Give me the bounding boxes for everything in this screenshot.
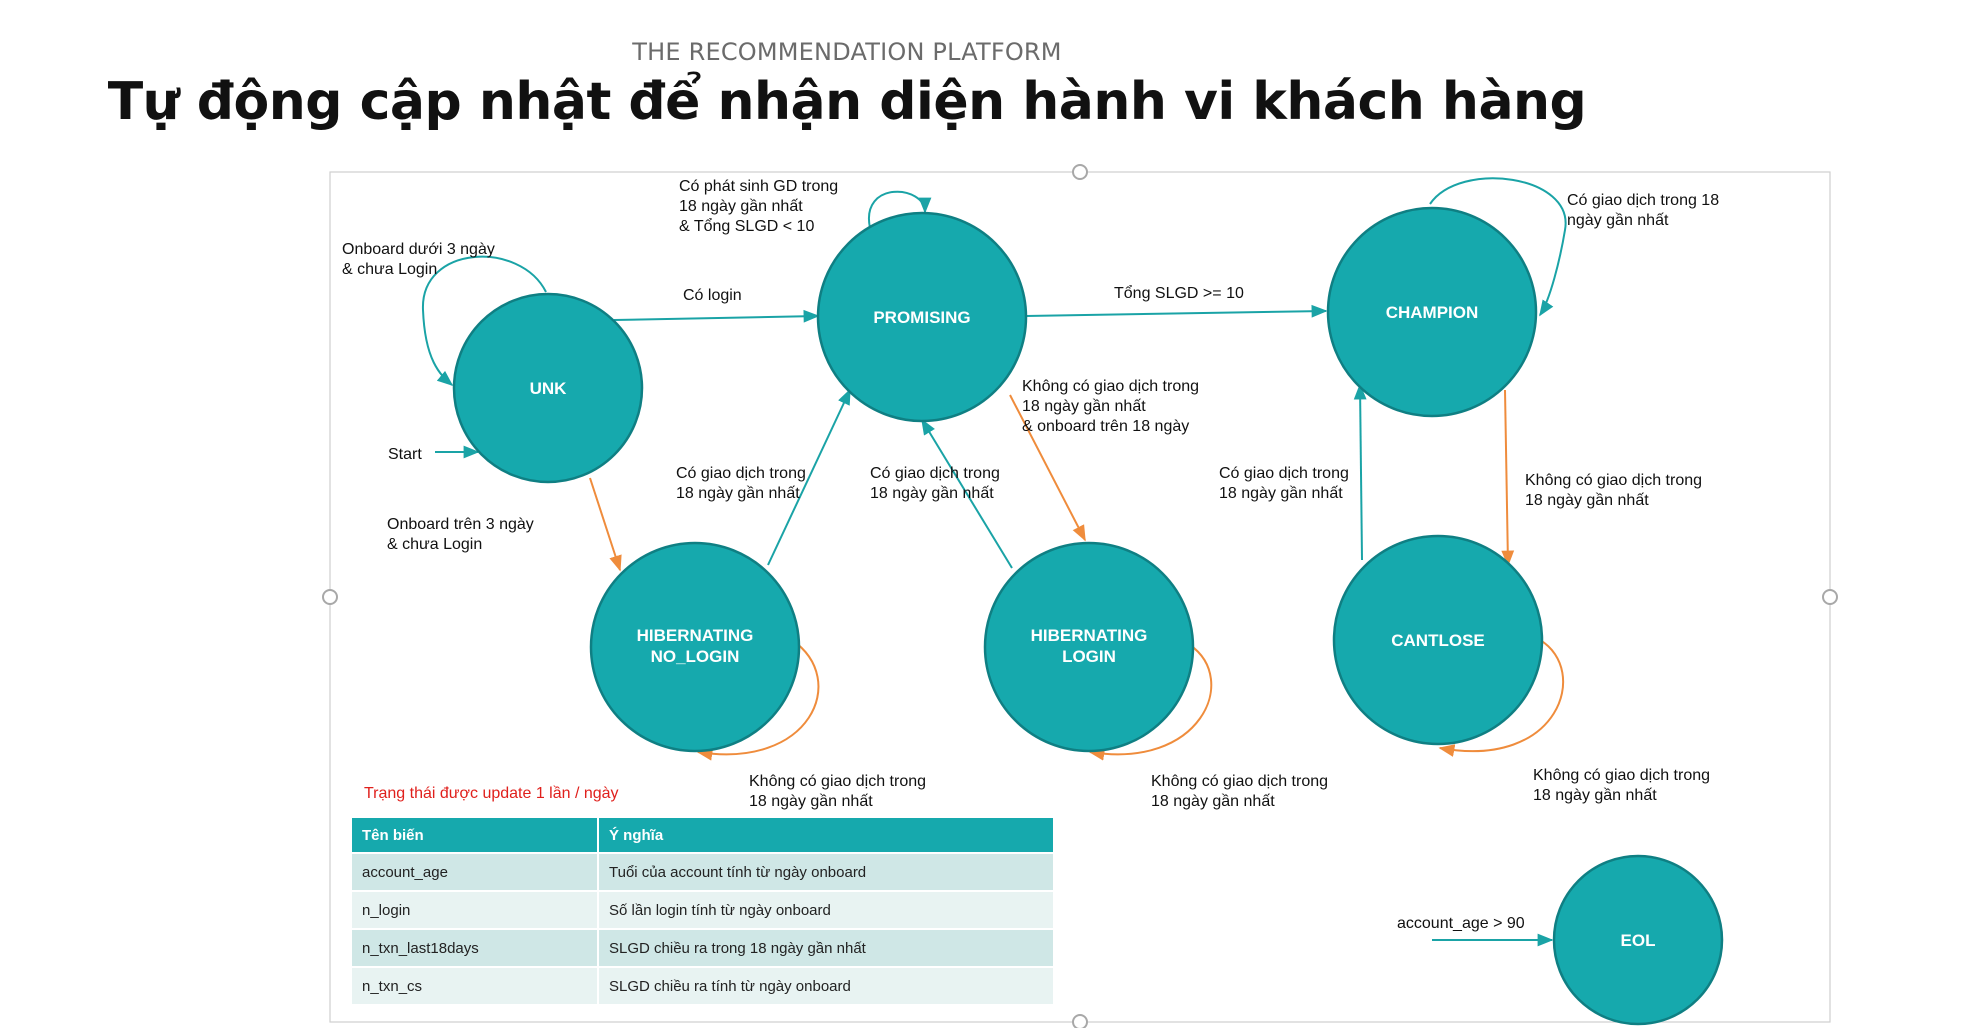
svg-text:EOL: EOL: [1620, 931, 1656, 950]
label-hibnologin-self: Không có giao dịch trong: [749, 773, 927, 790]
svg-text:UNK: UNK: [529, 379, 567, 398]
resize-handle-right[interactable]: [1823, 590, 1837, 604]
table-row: [352, 929, 1054, 967]
label-champion-self: ngày gần nhất: [1567, 212, 1669, 229]
state-hibernating-nologin: [591, 543, 799, 751]
label-champion-self: Có giao dịch trong 18: [1567, 192, 1720, 209]
column-header-variable: Tên biến: [352, 818, 598, 853]
edge-unk-hibnologin: [590, 478, 620, 570]
variable-name: n_txn_last18days: [352, 929, 598, 967]
label-hiblogin-promising: Có giao dịch trong: [870, 465, 1000, 482]
state-hibernating-login: [985, 543, 1193, 751]
page-title: Tự động cập nhật để nhận diện hành vi khách hàng: [107, 72, 1587, 132]
label-cantlose-champion: 18 ngày gần nhất: [1219, 485, 1343, 502]
label-hiblogin-promising: 18 ngày gần nhất: [870, 485, 994, 502]
resize-handle-bottom[interactable]: [1073, 1015, 1087, 1028]
label-hibnologin-promising: 18 ngày gần nhất: [676, 485, 800, 502]
label-promising-champion: Tổng SLGD >= 10: [1114, 285, 1244, 302]
svg-text:PROMISING: PROMISING: [873, 308, 971, 327]
edge-champion-cantlose: [1505, 390, 1508, 565]
variable-meaning: Tuổi của account tính từ ngày onboard: [598, 853, 1054, 891]
table-header-row: [352, 818, 1054, 853]
label-unk-hibnologin: & chưa Login: [387, 536, 483, 553]
label-unk-self: Onboard dưới 3 ngày: [342, 241, 495, 258]
svg-text:CHAMPION: CHAMPION: [1385, 303, 1479, 322]
state-eol: [1554, 856, 1722, 1024]
label-hibnologin-promising: Có giao dịch trong: [676, 465, 806, 482]
svg-text:HIBERNATING: HIBERNATING: [1030, 626, 1148, 645]
label-cantlose-self: 18 ngày gần nhất: [1533, 787, 1657, 804]
table-row: [352, 891, 1054, 929]
resize-handle-left[interactable]: [323, 590, 337, 604]
label-start: Start: [388, 446, 422, 463]
label-unk-self: & chưa Login: [342, 261, 438, 278]
label-unk-hibnologin: Onboard trên 3 ngày: [387, 516, 534, 533]
variable-name: n_txn_cs: [352, 967, 598, 1004]
label-cantlose-champion: Có giao dịch trong: [1219, 465, 1349, 482]
state-promising: [818, 213, 1026, 421]
label-promising-hiblogin: 18 ngày gần nhất: [1022, 398, 1146, 415]
variable-meaning: Số lần login tính từ ngày onboard: [598, 891, 1054, 929]
state-champion: [1328, 208, 1536, 416]
state-unk: [454, 294, 642, 482]
variable-meaning: SLGD chiều ra tính từ ngày onboard: [598, 967, 1054, 1004]
label-hibnologin-self: 18 ngày gần nhất: [749, 793, 873, 810]
state-cantlose: [1334, 536, 1542, 744]
label-promising-self: & Tổng SLGD < 10: [679, 218, 815, 235]
svg-text:LOGIN: LOGIN: [1062, 647, 1116, 666]
label-to-eol: account_age > 90: [1397, 915, 1525, 932]
label-champion-cantlose: 18 ngày gần nhất: [1525, 492, 1649, 509]
edge-unk-promising: [614, 316, 818, 320]
label-promising-self: 18 ngày gần nhất: [679, 198, 803, 215]
label-unk-promising: Có login: [683, 287, 742, 304]
label-promising-hiblogin: Không có giao dịch trong: [1022, 378, 1200, 395]
label-cantlose-self: Không có giao dịch trong: [1533, 767, 1711, 784]
label-hiblogin-self: Không có giao dịch trong: [1151, 773, 1329, 790]
update-frequency-note: Trạng thái được update 1 lần / ngày: [364, 785, 619, 802]
edge-cantlose-champion: [1360, 385, 1362, 560]
variable-name: n_login: [352, 891, 598, 929]
resize-handle-top[interactable]: [1073, 165, 1087, 179]
variable-name: account_age: [352, 853, 598, 891]
svg-text:CANTLOSE: CANTLOSE: [1391, 631, 1485, 650]
column-header-meaning: Ý nghĩa: [598, 818, 1054, 853]
label-promising-hiblogin: & onboard trên 18 ngày: [1022, 418, 1190, 435]
edge-promising-hiblogin: [1010, 395, 1085, 540]
svg-text:HIBERNATING: HIBERNATING: [636, 626, 754, 645]
table-row: [352, 967, 1054, 1004]
label-promising-self: Có phát sinh GD trong: [679, 178, 839, 195]
kicker-text: THE RECOMMENDATION PLATFORM: [632, 38, 1062, 66]
label-hiblogin-self: 18 ngày gần nhất: [1151, 793, 1275, 810]
variable-meaning: SLGD chiều ra trong 18 ngày gần nhất: [598, 929, 1054, 967]
label-champion-cantlose: Không có giao dịch trong: [1525, 472, 1703, 489]
svg-text:NO_LOGIN: NO_LOGIN: [650, 647, 740, 666]
table-row: [352, 853, 1054, 891]
edge-promising-champion: [1026, 311, 1326, 316]
variable-table: [352, 818, 1055, 1004]
